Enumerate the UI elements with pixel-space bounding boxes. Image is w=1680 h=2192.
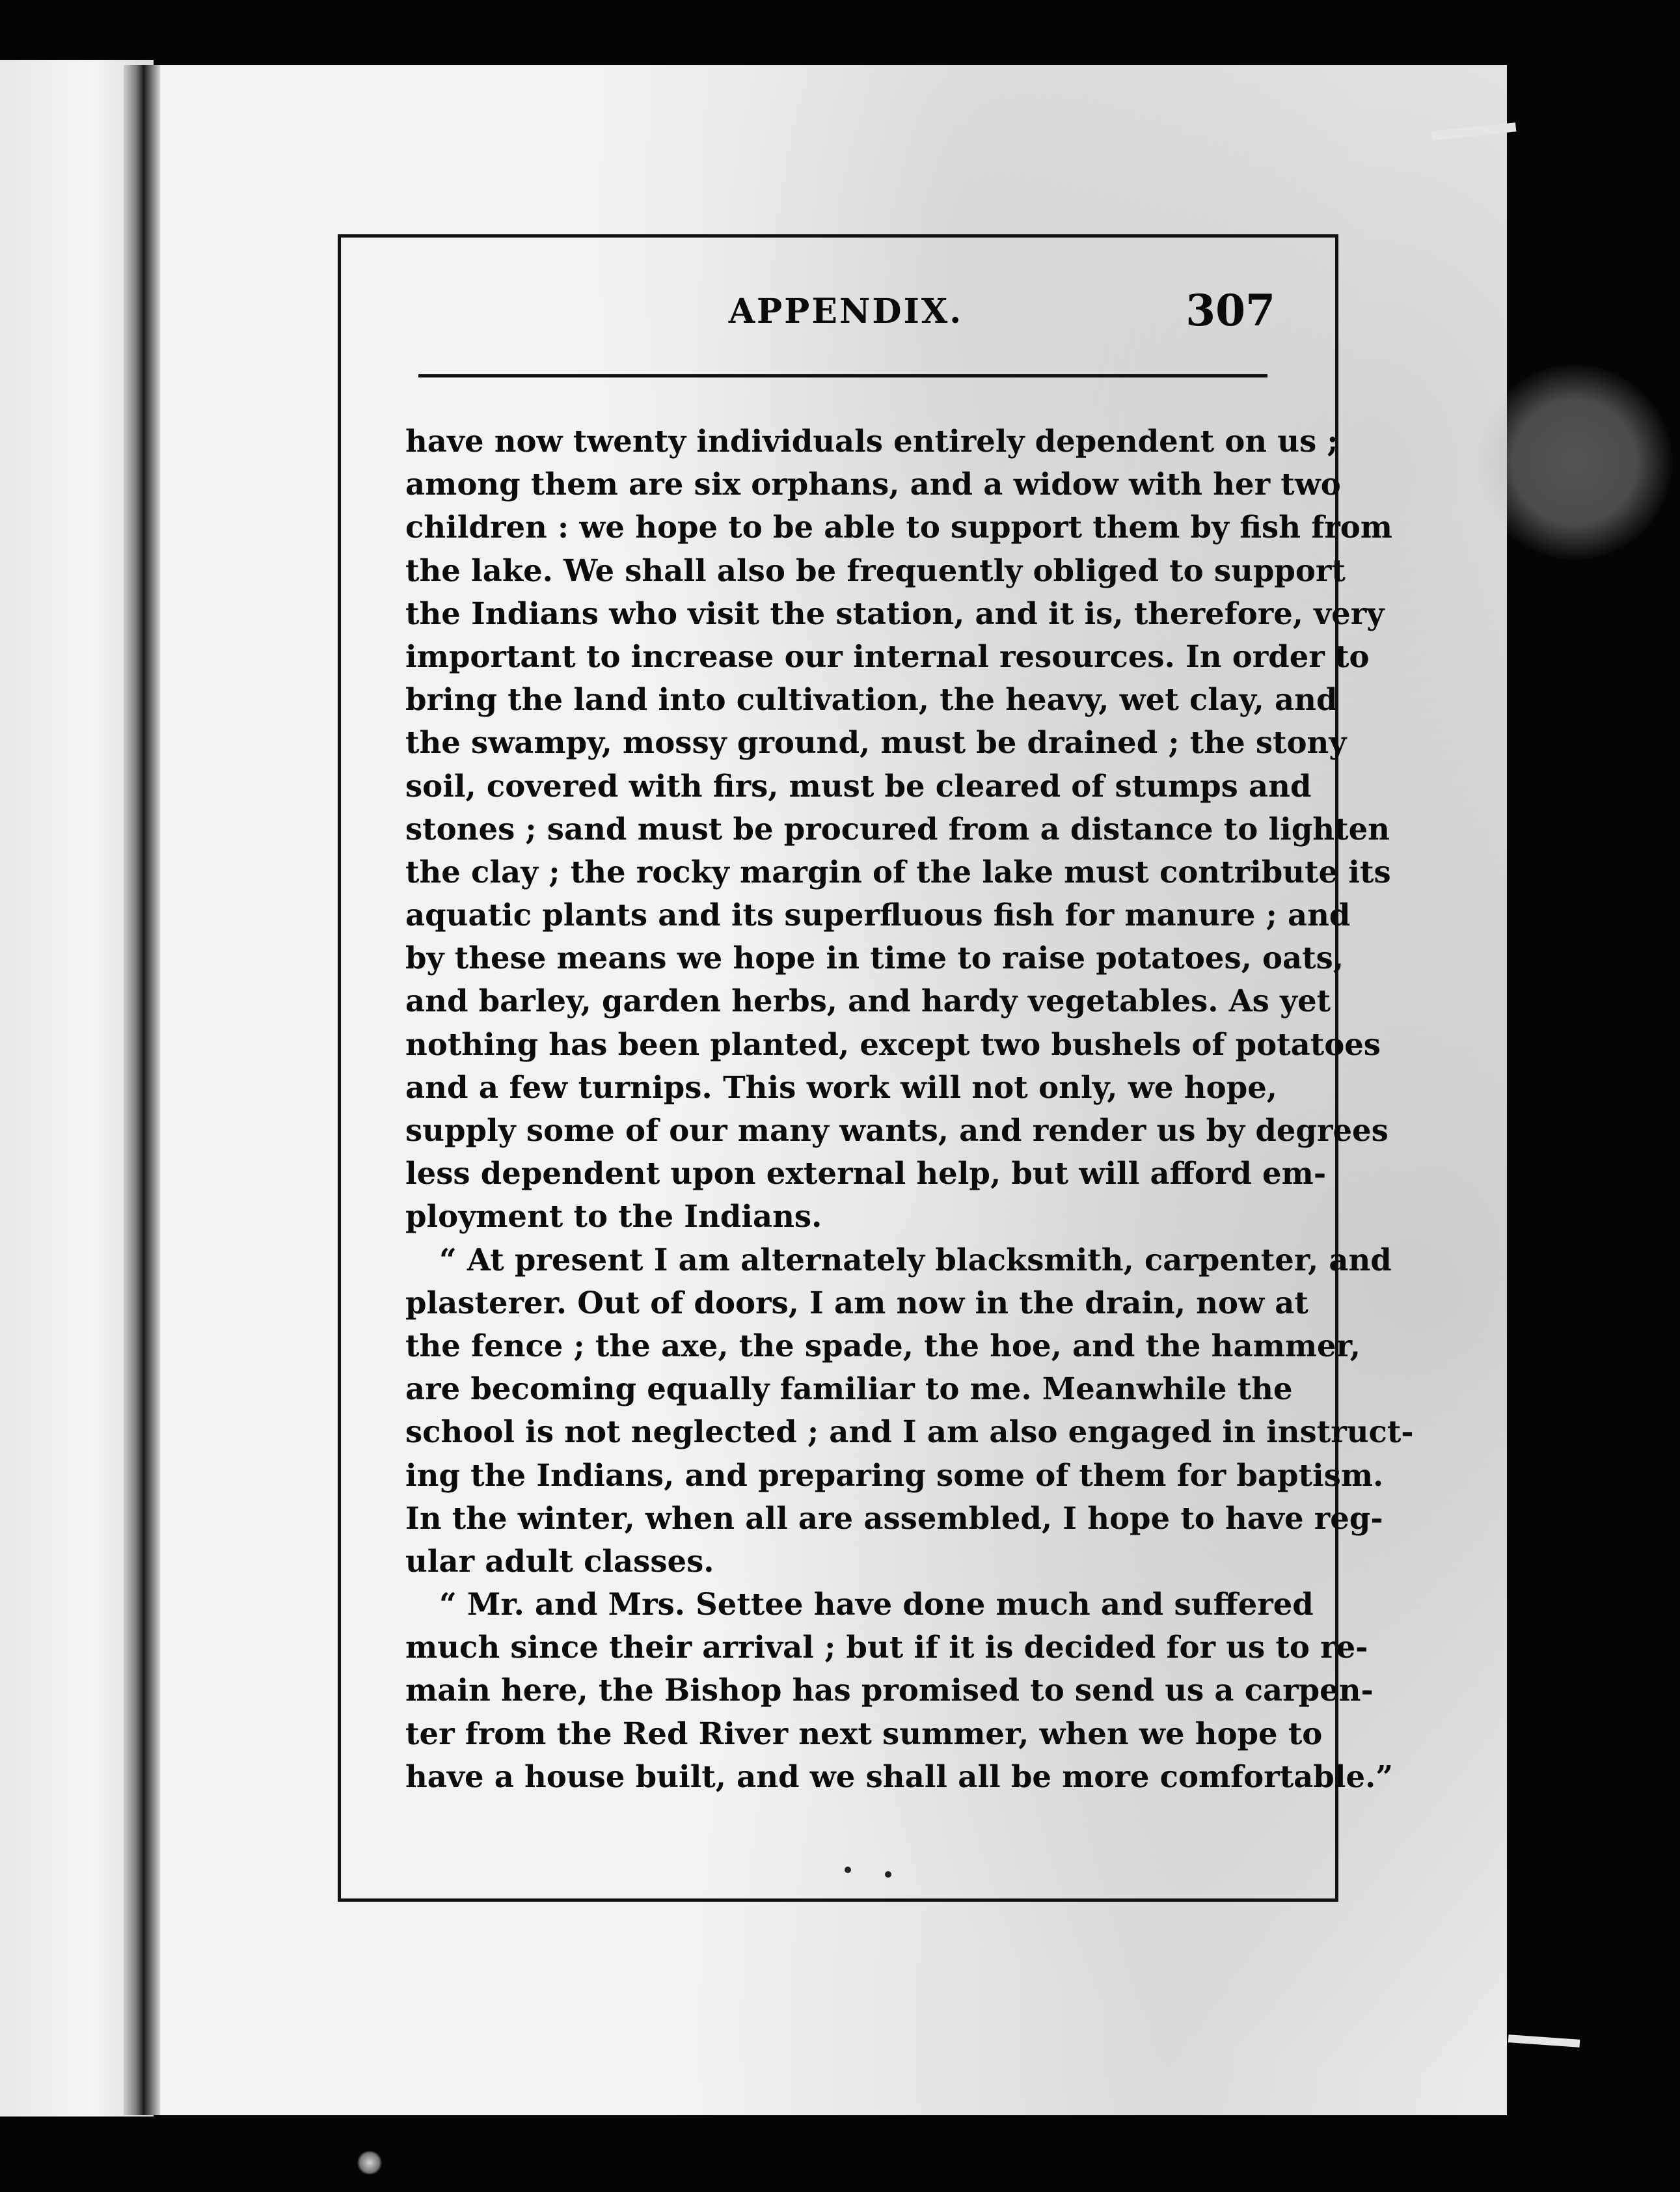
text-line: children : we hope to be able to support them by fish from bbox=[405, 509, 1392, 545]
text-line: are becoming equally familiar to me. Meanwhile the bbox=[405, 1371, 1293, 1407]
paper-stain bbox=[1477, 364, 1672, 560]
running-head-title: APPENDIX. bbox=[728, 292, 964, 331]
scan-mark bbox=[357, 2151, 383, 2174]
text-line: stones ; sand must be procured from a distance to lighten bbox=[405, 810, 1390, 847]
text-line: supply some of our many wants, and render us by degrees bbox=[405, 1112, 1389, 1148]
paper-fragment bbox=[1508, 2034, 1580, 2048]
text-line: less dependent upon external help, but will afford em- bbox=[405, 1155, 1327, 1192]
text-line: have a house built, and we shall all be more comfortable.” bbox=[405, 1758, 1393, 1794]
text-line: much since their arrival ; but if it is decided for us to re- bbox=[405, 1629, 1368, 1665]
text-line: and a few turnips. This work will not only, we hope, bbox=[405, 1069, 1277, 1105]
text-line: main here, the Bishop has promised to send us a carpen- bbox=[405, 1672, 1374, 1708]
text-line: and barley, garden herbs, and hardy vegetables. As yet bbox=[405, 983, 1331, 1019]
text-line: aquatic plants and its superfluous fish for manure ; and bbox=[405, 897, 1351, 933]
text-line: bring the land into cultivation, the heavy, wet clay, and bbox=[405, 681, 1338, 718]
paragraph-first-line: “ At present I am alternately blacksmith, carpenter, and bbox=[439, 1241, 1392, 1278]
book-gutter bbox=[124, 65, 160, 2115]
paragraph-last-line: ployment to the Indians. bbox=[405, 1198, 822, 1235]
page-number: 307 bbox=[1185, 285, 1275, 336]
text-line: important to increase our internal resources. In order to bbox=[405, 638, 1370, 674]
body-text bbox=[405, 420, 1414, 1798]
text-line: soil, covered with firs, must be cleared of stumps and bbox=[405, 767, 1312, 804]
text-line: the lake. We shall also be frequently obliged to support bbox=[405, 552, 1346, 588]
text-line: the fence ; the axe, the spade, the hoe, and the hammer, bbox=[405, 1327, 1361, 1363]
header-rule bbox=[418, 374, 1267, 377]
text-line: the swampy, mossy ground, must be drained ; the stony bbox=[405, 724, 1347, 761]
text-line: the clay ; the rocky margin of the lake must contribute its bbox=[405, 853, 1391, 890]
text-line: among them are six orphans, and a widow with her two bbox=[405, 466, 1341, 502]
ink-speck bbox=[845, 1867, 851, 1873]
text-line: In the winter, when all are assembled, I hope to have reg- bbox=[405, 1500, 1383, 1536]
text-line: by these means we hope in time to raise potatoes, oats, bbox=[405, 940, 1344, 976]
text-line: ter from the Red River next summer, when we hope to bbox=[405, 1715, 1323, 1751]
text-line: ing the Indians, and preparing some of them for baptism. bbox=[405, 1457, 1384, 1493]
paragraph-last-line: ular adult classes. bbox=[405, 1542, 714, 1579]
text-line: plasterer. Out of doors, I am now in the drain, now at bbox=[405, 1284, 1308, 1321]
text-line: nothing has been planted, except two bushels of potatoes bbox=[405, 1026, 1381, 1062]
ink-speck bbox=[885, 1871, 891, 1878]
paragraph-first-line: “ Mr. and Mrs. Settee have done much and suffered bbox=[439, 1586, 1314, 1623]
text-line: have now twenty individuals entirely dependent on us ; bbox=[405, 423, 1338, 459]
text-line: school is not neglected ; and I am also engaged in instruct- bbox=[405, 1414, 1414, 1450]
running-head bbox=[416, 285, 1275, 337]
text-line: the Indians who visit the station, and it is, therefore, very bbox=[405, 595, 1385, 631]
